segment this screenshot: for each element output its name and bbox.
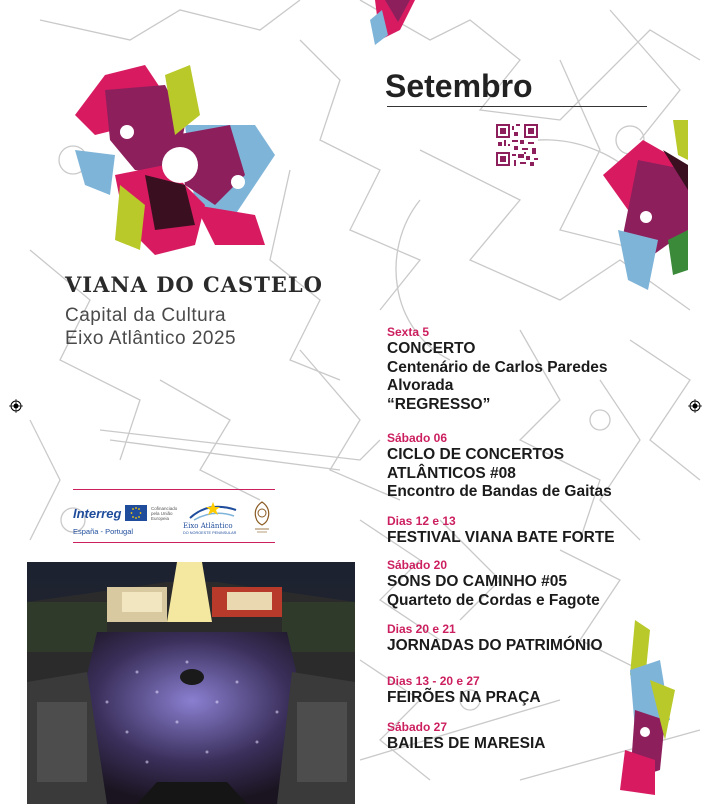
- event-item: [387, 514, 707, 548]
- event-title-line: SONS DO CAMINHO #05: [387, 573, 568, 590]
- event-title-line: ATLÂNTICOS #08: [387, 464, 516, 482]
- event-date: Sábado 20: [387, 558, 448, 572]
- capital-line-1: Capital da Cultura: [65, 305, 227, 326]
- registration-mark-icon: [688, 399, 702, 413]
- event-title-line: “REGRESSO”: [387, 395, 491, 413]
- event-date: Sábado 06: [387, 431, 448, 445]
- event-title-line: BAILES DE MARESIA: [387, 735, 546, 752]
- right-shard-art: [578, 120, 688, 290]
- eixo-subtitle: DO NOROESTE PENINSULAR: [183, 531, 237, 535]
- event-date: Dias 20 e 21: [387, 622, 456, 636]
- event-item: [387, 431, 707, 502]
- interreg-logo: [73, 505, 178, 536]
- event-date: Sexta 5: [387, 325, 430, 339]
- month-divider: [387, 106, 647, 107]
- month-heading: Setembro: [385, 68, 533, 104]
- event-date: Dias 12 e 13: [387, 513, 456, 528]
- capital-culture-logo: [55, 55, 285, 265]
- interreg-subtitle: España - Portugal: [73, 527, 134, 536]
- festival-crowd-photo: [27, 562, 355, 804]
- eu-cofunded-text: Cofinanciado pela União Europeia: [151, 506, 178, 521]
- eixo-name: Eixo Atlântico: [183, 522, 233, 530]
- eu-flag-icon: [125, 505, 147, 521]
- eixo-atlantico-logo: [183, 500, 243, 540]
- event-title-line: Quarteto de Cordas e Fagote: [387, 591, 600, 609]
- bottom-shard-art: [615, 620, 685, 800]
- partners-top-divider: [73, 489, 275, 490]
- event-title-line: Encontro de Bandas de Gaitas: [387, 483, 612, 500]
- city-title: VIANA DO CASTELO: [65, 272, 323, 297]
- event-title-line: CICLO DE CONCERTOS: [387, 446, 565, 463]
- capital-line-2: Eixo Atlântico 2025: [65, 328, 237, 349]
- eixo-swoosh-icon: [188, 500, 238, 522]
- event-title-line: CONCERTO: [387, 340, 476, 357]
- event-title-line: Centenário de Carlos Paredes: [387, 358, 608, 376]
- municipal-crest-icon: [251, 500, 273, 534]
- event-date: Sábado 27: [387, 720, 448, 734]
- registration-mark-icon: [9, 399, 23, 413]
- event-title-line: JORNADAS DO PATRIMÓNIO: [387, 637, 603, 654]
- event-item: [387, 558, 707, 610]
- top-shard-art: [370, 0, 420, 50]
- interreg-wordmark: Interreg: [73, 506, 122, 521]
- event-item: [387, 325, 707, 414]
- qr-code[interactable]: [496, 124, 538, 166]
- event-title-line: Alvorada: [387, 377, 454, 394]
- event-date: Dias 13 - 20 e 27: [387, 673, 480, 688]
- partners-bottom-divider: [73, 542, 275, 543]
- event-title-line: FEIRÕES NA PRAÇA: [387, 688, 541, 706]
- event-title-line: FESTIVAL VIANA BATE FORTE: [387, 528, 615, 546]
